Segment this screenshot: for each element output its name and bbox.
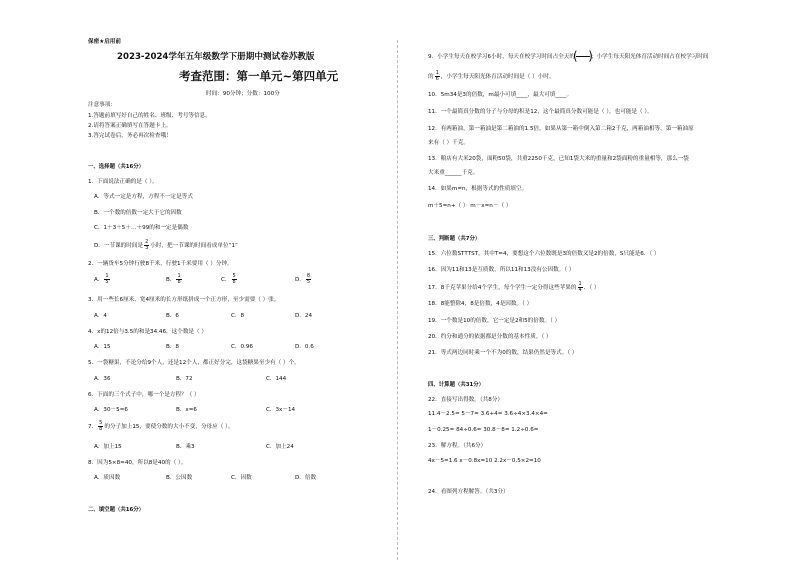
secret-label: 保密★启用前 — [88, 39, 121, 45]
section-heading: 三、判断题（共7分） — [428, 236, 481, 242]
question-12-cont: 来有（ ）千克。 — [428, 140, 469, 146]
option-c: C．144 — [266, 376, 287, 382]
column-divider — [397, 40, 398, 560]
option-a: A．质因数 — [94, 475, 121, 481]
question-21: 21．等式两边同时乘一个不为0的数，结果仍然是等式。（ ） — [428, 350, 578, 356]
question-13-cont: 大米重______千克。 — [428, 170, 479, 176]
option-c: C．0.96 — [231, 344, 253, 350]
question-stem: 6．下面的三个式子中，哪一个是方程？（ ） — [88, 392, 200, 398]
paper-title: 2023-2024学年五年级数学下册期中测试卷苏教版 — [117, 52, 315, 62]
option-d: D． $\frac{8}{5}$ — [295, 273, 311, 285]
option-text: D．一节课的时间是 — [94, 243, 144, 249]
question-23: 23．解方程。（共6分） — [428, 443, 487, 449]
option-b: B．72 — [176, 376, 193, 382]
option-a: A．15 — [94, 344, 111, 350]
option-a: A．30－5=6 — [94, 407, 128, 413]
exam-meta: 时间：90分钟；分数：100分 — [206, 91, 280, 97]
option-c: C．3x－14 — [266, 407, 296, 413]
option-a: A．4 — [94, 313, 107, 319]
question-9-cont: 的 $\frac{1}{6}$ ，小学生每天阳光体育活动时间是（ ）小时。 — [428, 70, 555, 82]
question-18: 18．8能整除4，8是倍数，4是因数。（ ） — [428, 301, 533, 307]
question-11: 11．一个最简真分数的分子与分母的积是12，这个最简真分数可能是（ ），也可能是（ ）。 — [428, 109, 653, 115]
notes-heading: 注意事项： — [88, 102, 116, 108]
question-17: 17．8千克苹果分给4个学生，每个学生一定分得这些苹果的 $\frac{1}{4}$ ．（ ） — [428, 281, 600, 293]
fraction: $\frac{2}{3}$ — [145, 239, 149, 251]
note-item: 1.答题前填写好自己的姓名、班级、考号等信息。 — [88, 113, 211, 119]
section-heading: 二、填空题（共16分） — [88, 507, 145, 513]
paper-subtitle: 考查范围：第一单元~第四单元 — [179, 69, 339, 83]
question-stem: 8．因为5×8=40，所以8是40的（ ）。 — [88, 460, 187, 466]
option-d: D．倍数 — [295, 475, 317, 481]
option-a: A． $\frac{1}{5}$ — [94, 273, 109, 285]
option-d: D．0.6 — [295, 344, 314, 350]
question-stem: 4．x的12倍与3.5的和是34.46，这个数是（ ） — [88, 329, 207, 335]
section-heading: 一、选择题（共16分） — [88, 164, 145, 170]
calc-row: 11.4－2.5= 5－7= 3.6+4= 3.6÷4×3.4×4= — [428, 411, 548, 417]
question-22: 22．直接写出得数。（共8分） — [428, 397, 504, 403]
question-16: 16．因为11和13是互质数，所以11和13没有公因数。（ ） — [428, 267, 575, 273]
question-stem: 7． $\frac{5}{8}$ 的分子加上15，要使分数的大小不变，分母应（ ）。 — [88, 420, 234, 432]
option-b: B．公因数 — [166, 475, 193, 481]
question-24: 24．看图列方程解答。（共3分） — [428, 489, 509, 495]
option-b: B．8 — [166, 344, 179, 350]
question-14: 14．如果m=n，根据等式的性质填空。 — [428, 186, 528, 192]
question-14-cont: m＋5=n+（ ） m－x=n－（ ） — [428, 203, 512, 209]
question-15: 15．六位数STTTST，其中T=4，要想这个六位数既是3的倍数又是2的倍数，S只能是6．（ ） — [428, 251, 660, 257]
option-b: B．6 — [166, 313, 179, 319]
question-stem: 2．一辆货车5分钟行驶8千米，行驶1千米要用（ ）分钟。 — [88, 261, 233, 267]
option-c: C．加上24 — [266, 444, 294, 450]
calc-row: 1－0.25= 84÷0.6= 30.8－8= 1.2÷0.6= — [428, 427, 539, 433]
option-d — [94, 240, 238, 251]
question-stem: 1．下面说法正确的是（ ）。 — [88, 179, 158, 185]
question-12: 12．有两箱油，第一箱油是第二箱油的1.5倍，如果从第一箱中倒入第二箱2千克，两箱油相等，第一箱油原 — [428, 126, 694, 132]
question-stem: 5．一袋糖果，不论分给9个人，还是12个人，都正好分完，这袋糖果至少有（ ）个。 — [88, 360, 300, 366]
option-b: B．x=6 — [176, 407, 197, 413]
question-13: 13．粮店有大米20袋，面粉50袋，共重2250千克，已知1袋大米的重量和2袋面粉的重量相等，那么一袋 — [428, 156, 689, 162]
equation-row: 4x－5=1.6 x－0.8x=10 2.2x－0.5×2=10 — [428, 458, 541, 464]
option-c: C．1＋3＋5＋…＋99的和一定是偶数 — [94, 225, 189, 231]
option-text: 小时，把一节课的时间看成单位“1” — [150, 243, 238, 249]
question-19: 19．一个数是10的倍数，它一定是2和5的倍数。（ ） — [428, 318, 561, 324]
question-10: 10．5m34是3的倍数，m最小可填____，最大可填____。 — [428, 92, 573, 98]
option-b: B．一个数的倍数一定大于它的因数 — [94, 210, 182, 216]
option-a: A．等式一定是方程，方程不一定是等式 — [94, 194, 193, 200]
option-a: A．36 — [94, 376, 111, 382]
option-b: B．乘3 — [176, 444, 195, 450]
option-d: D．24 — [295, 313, 313, 319]
option-b: B． $\frac{1}{8}$ — [166, 273, 181, 285]
note-item: 3.答完试卷后，务必再次检查哦！ — [88, 133, 172, 139]
question-20: 20．约分和通分的依据都是分数的基本性质。（ ） — [428, 334, 552, 340]
option-c: C．因数 — [231, 475, 252, 481]
option-c: C．8 — [231, 313, 245, 319]
question-9: 9．小学生每天在校学习6小时，每天在校学习时间占全天的 ( ) ；小学生每天阳光体育活动时间占在校学习时间 — [428, 49, 709, 63]
question-stem: 3．用一些长6厘米、宽4厘米的长方形纸拼成一个正方形，至少需要（ ）张。 — [88, 297, 280, 303]
note-item: 2.请将答案正确填写在答题卡上。 — [88, 123, 172, 129]
option-a: A．加上15 — [94, 444, 122, 450]
option-c: C． $\frac{5}{8}$ — [221, 273, 236, 285]
section-heading: 四、计算题（共31分） — [428, 382, 485, 388]
